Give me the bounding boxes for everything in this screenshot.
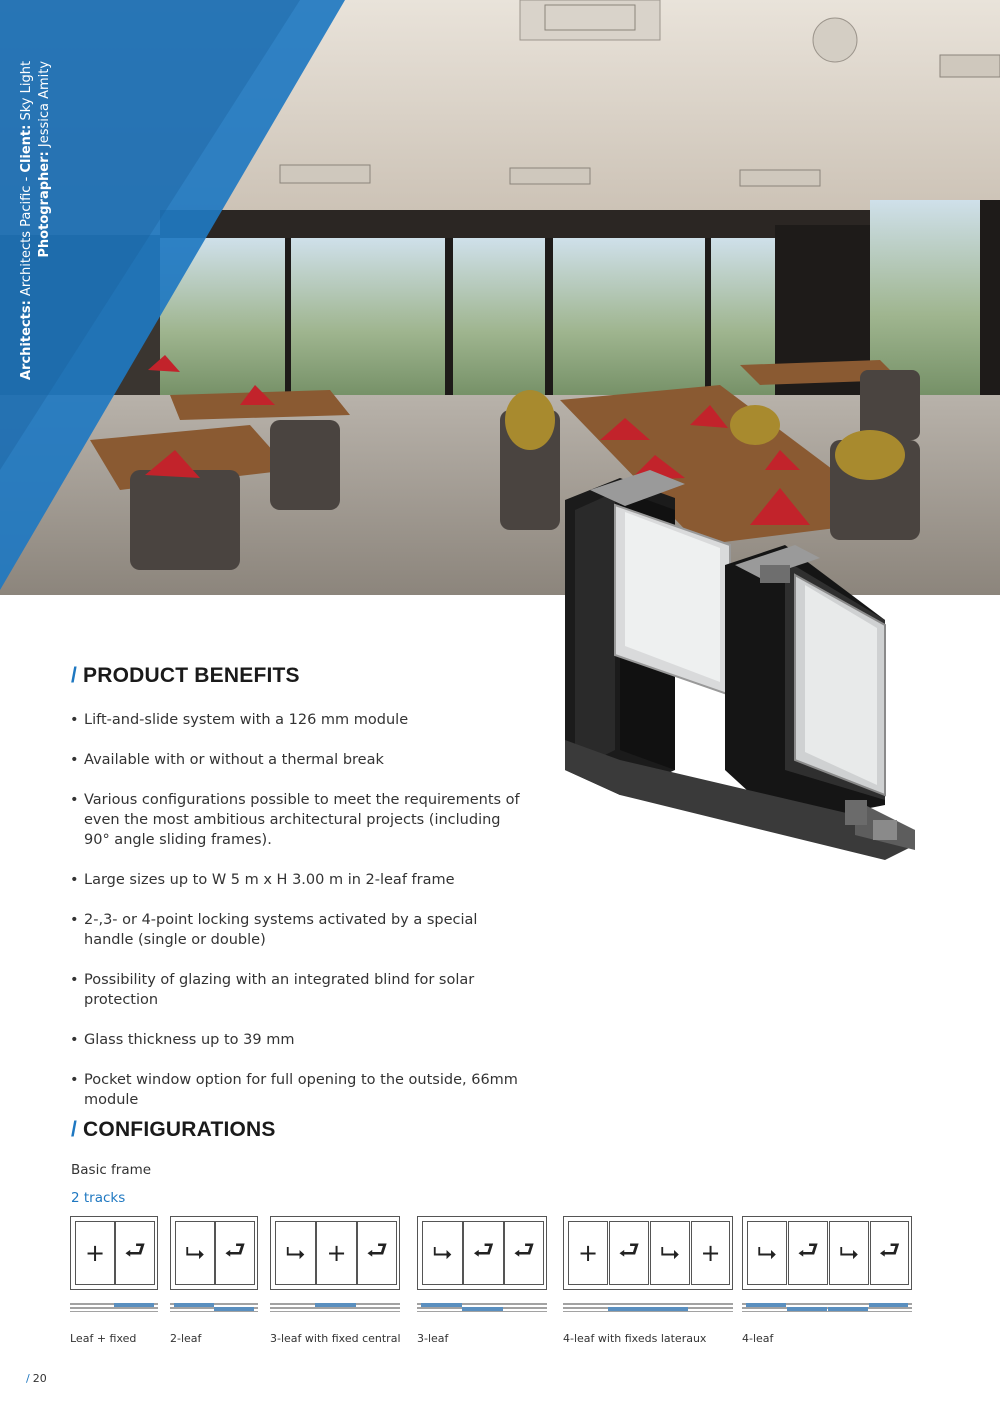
benefit-item: • Possibility of glazing with an integrated blind for solar protection <box>70 970 530 1010</box>
fixed-pane-icon: + <box>316 1221 357 1285</box>
benefit-item: • Lift-and-slide system with a 126 mm module <box>70 710 530 730</box>
sliding-left-icon: ⮐ <box>788 1221 828 1285</box>
basic-frame-label: Basic frame <box>71 1162 152 1178</box>
config-frame <box>563 1216 733 1290</box>
configurations-title: CONFIGURATIONS <box>83 1118 276 1141</box>
sliding-left-icon: ⮐ <box>357 1221 397 1285</box>
product-benefits-title: PRODUCT BENEFITS <box>83 664 300 687</box>
sliding-right-icon: ⮡ <box>829 1221 869 1285</box>
photographer-label: Photographer: <box>37 151 52 258</box>
track-diagram <box>70 1300 158 1312</box>
benefit-item: • Pocket window option for full opening to the outside, 66mm module <box>70 1070 530 1110</box>
config-label: 3-leaf <box>417 1332 449 1345</box>
config-label: 2-leaf <box>170 1332 202 1345</box>
photographer-value: Jessica Amity <box>37 60 52 148</box>
config-frame <box>270 1216 400 1290</box>
architects-value: Architects Pacific <box>19 185 34 297</box>
sliding-left-icon: ⮐ <box>504 1221 544 1285</box>
config-label: Leaf + fixed <box>70 1332 137 1345</box>
track-diagram <box>270 1300 400 1312</box>
sliding-right-icon: ⮡ <box>275 1221 316 1285</box>
track-diagram <box>170 1300 258 1312</box>
credit-line-1 <box>18 61 36 380</box>
track-diagram <box>417 1300 547 1312</box>
config-frame <box>417 1216 547 1290</box>
configurations-heading <box>71 1118 276 1142</box>
heading-slash: / <box>71 664 78 687</box>
fixed-pane-icon: + <box>691 1221 730 1285</box>
sliding-left-icon: ⮐ <box>115 1221 155 1285</box>
sliding-right-icon: ⮡ <box>747 1221 787 1285</box>
page-number <box>26 1372 47 1385</box>
architects-label: Architects: <box>19 300 34 380</box>
page-number-slash: / <box>26 1372 30 1385</box>
config-label: 4-leaf <box>742 1332 774 1345</box>
config-label: 4-leaf with fixeds lateraux <box>563 1332 707 1345</box>
client-label: Client: <box>19 124 34 173</box>
fixed-pane-icon: + <box>75 1221 115 1285</box>
sliding-door-profile-render <box>555 470 930 890</box>
sliding-right-icon: ⮡ <box>422 1221 463 1285</box>
sliding-left-icon: ⮐ <box>215 1221 255 1285</box>
benefit-item: • Various configurations possible to meet the requirements of even the most ambitious architectural projects (including 90° angle sliding frames). <box>70 790 530 850</box>
credit-separator: - <box>19 172 34 186</box>
config-frame <box>742 1216 912 1290</box>
tracks-label: 2 tracks <box>71 1190 126 1206</box>
sliding-left-icon: ⮐ <box>870 1221 909 1285</box>
config-frame <box>170 1216 258 1290</box>
config-label: 3-leaf with fixed central <box>270 1332 401 1345</box>
photo-credits <box>18 61 54 380</box>
track-diagram <box>563 1300 733 1312</box>
heading-slash: / <box>71 1118 78 1141</box>
fixed-pane-icon: + <box>568 1221 608 1285</box>
page-number-value: 20 <box>32 1372 47 1385</box>
track-diagram <box>742 1300 912 1312</box>
config-frame <box>70 1216 158 1290</box>
client-value: Sky Light <box>19 60 34 121</box>
benefit-item: • Large sizes up to W 5 m x H 3.00 m in 2-leaf frame <box>70 870 530 890</box>
product-benefits-heading <box>71 664 300 688</box>
benefit-item: • Glass thickness up to 39 mm <box>70 1030 530 1050</box>
sliding-left-icon: ⮐ <box>463 1221 504 1285</box>
sliding-right-icon: ⮡ <box>175 1221 215 1285</box>
credit-line-2 <box>36 61 54 380</box>
benefit-item: • Available with or without a thermal break <box>70 750 530 770</box>
sliding-left-icon: ⮐ <box>609 1221 649 1285</box>
sliding-right-icon: ⮡ <box>650 1221 690 1285</box>
benefits-list <box>70 710 530 1130</box>
benefit-item: • 2-,3- or 4-point locking systems activated by a special handle (single or double) <box>70 910 530 950</box>
